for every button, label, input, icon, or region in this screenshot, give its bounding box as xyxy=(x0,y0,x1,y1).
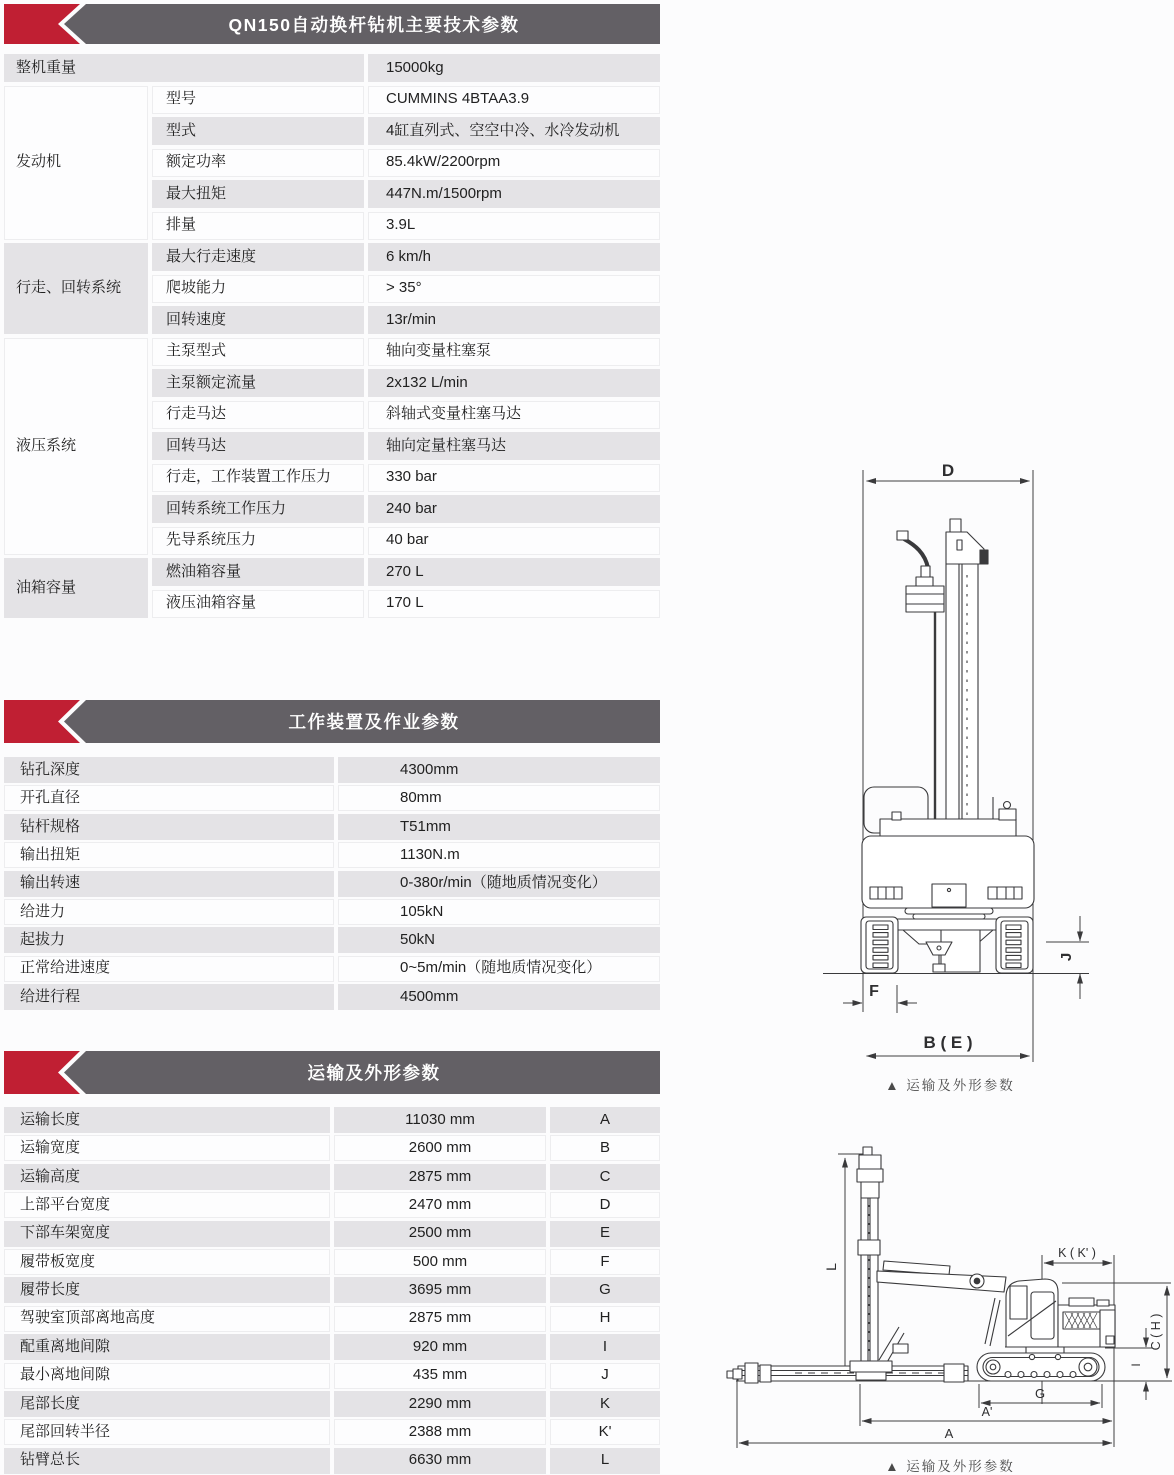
spec-param-label: 最大扭矩 xyxy=(152,180,364,208)
spec-param-label: 排量 xyxy=(152,212,364,240)
dim-label-A: A xyxy=(944,1426,954,1441)
spec-param-value: 2x132 L/min xyxy=(368,369,660,397)
spec-param-label: 行走马达 xyxy=(152,401,364,429)
transport-param-value: 2875 mm xyxy=(334,1164,546,1190)
page-title: QN150自动换杆钻机主要技术参数 xyxy=(228,14,520,35)
transport-dim-code: F xyxy=(550,1249,660,1275)
transport-dim-code: L xyxy=(550,1448,660,1474)
dim-label-L: L xyxy=(823,1263,839,1271)
spec-param-value: 3.9L xyxy=(368,212,660,240)
spec-param-label: 液压油箱容量 xyxy=(152,590,364,618)
spec-group-label: 行走、回转系统 xyxy=(4,243,148,334)
work-param-label: 钻孔深度 xyxy=(4,757,334,783)
side-figure-caption: ▲ 运输及外形参数 xyxy=(885,1459,1015,1474)
spec-param-value: 270 L xyxy=(368,558,660,586)
transport-dim-code: E xyxy=(550,1221,660,1247)
spec-param-value: 4缸直列式、空空中冷、水冷发动机 xyxy=(368,117,660,145)
work-param-label: 正常给进速度 xyxy=(4,956,334,982)
work-param-label: 开孔直径 xyxy=(4,785,334,811)
transport-dim-code: D xyxy=(550,1192,660,1218)
transport-param-label: 履带长度 xyxy=(4,1277,330,1303)
work-param-label: 起拔力 xyxy=(4,927,334,953)
figure-rear-view xyxy=(820,455,1090,1100)
work-header-bar xyxy=(4,700,660,743)
spec-param-label: 回转速度 xyxy=(152,306,364,334)
spec-group-label: 液压系统 xyxy=(4,338,148,555)
spec-param-value: 轴向定量柱塞马达 xyxy=(368,432,660,460)
work-param-label: 给进力 xyxy=(4,899,334,925)
transport-section-title: 运输及外形参数 xyxy=(307,1063,441,1083)
transport-param-value: 3695 mm xyxy=(334,1277,546,1303)
dim-label-I: I xyxy=(1129,1363,1143,1367)
spec-param-label: 型号 xyxy=(152,86,364,114)
dim-label-BE: B ( E ) xyxy=(923,1033,973,1052)
dim-label-G: G xyxy=(1034,1386,1046,1401)
transport-dim-code: G xyxy=(550,1277,660,1303)
work-param-value: 4500mm xyxy=(338,984,660,1010)
transport-param-value: 2875 mm xyxy=(334,1306,546,1332)
dim-label-J: J xyxy=(1058,952,1075,962)
work-param-value: 0~5m/min（随地质情况变化） xyxy=(338,956,660,982)
spec-param-label: 回转系统工作压力 xyxy=(152,495,364,523)
spec-param-label: 主泵额定流量 xyxy=(152,369,364,397)
work-table xyxy=(4,757,660,1010)
transport-param-label: 运输长度 xyxy=(4,1107,330,1133)
transport-param-value: 920 mm xyxy=(334,1334,546,1360)
transport-param-label: 尾部回转半径 xyxy=(4,1419,330,1445)
spec-param-value: 6 km/h xyxy=(368,243,660,271)
main-header-bar xyxy=(4,4,660,44)
spec-param-label: 燃油箱容量 xyxy=(152,558,364,586)
dim-label-A2: A' xyxy=(981,1405,993,1419)
transport-dim-code: B xyxy=(550,1135,660,1161)
spec-param-label: 主泵型式 xyxy=(152,338,364,366)
work-param-label: 钻杆规格 xyxy=(4,814,334,840)
spec-param-value: 斜轴式变量柱塞马达 xyxy=(368,401,660,429)
spec-param-value: 240 bar xyxy=(368,495,660,523)
spec-param-label: 回转马达 xyxy=(152,432,364,460)
transport-param-label: 履带板宽度 xyxy=(4,1249,330,1275)
transport-param-label: 驾驶室顶部离地高度 xyxy=(4,1306,330,1332)
spec-param-value: 40 bar xyxy=(368,527,660,555)
work-param-value: T51mm xyxy=(338,814,660,840)
transport-param-label: 上部平台宽度 xyxy=(4,1192,330,1218)
transport-param-value: 435 mm xyxy=(334,1363,546,1389)
spec-param-value: 170 L xyxy=(368,590,660,618)
spec-group-label: 油箱容量 xyxy=(4,558,148,618)
transport-param-label: 钻臂总长 xyxy=(4,1448,330,1474)
transport-dim-code: J xyxy=(550,1363,660,1389)
transport-param-label: 尾部长度 xyxy=(4,1391,330,1417)
work-param-value: 80mm xyxy=(338,785,660,811)
work-param-value: 0-380r/min（随地质情况变化） xyxy=(338,871,660,897)
transport-param-value: 2600 mm xyxy=(334,1135,546,1161)
transport-header-bar xyxy=(4,1051,660,1094)
spec-table xyxy=(4,54,660,618)
spec-param-label: 额定功率 xyxy=(152,149,364,177)
transport-param-label: 配重离地间隙 xyxy=(4,1334,330,1360)
transport-param-label: 最小离地间隙 xyxy=(4,1363,330,1389)
transport-param-value: 6630 mm xyxy=(334,1448,546,1474)
dim-label-CH: C ( H ) xyxy=(1149,1313,1163,1351)
spec-param-value: 15000kg xyxy=(368,54,660,82)
transport-param-value: 2388 mm xyxy=(334,1419,546,1445)
work-param-label: 给进行程 xyxy=(4,984,334,1010)
figure-side-view xyxy=(725,1140,1174,1475)
work-param-value: 1130N.m xyxy=(338,842,660,868)
transport-param-value: 2290 mm xyxy=(334,1391,546,1417)
work-section-title: 工作装置及作业参数 xyxy=(288,712,460,732)
transport-dim-code: C xyxy=(550,1164,660,1190)
spec-group-label: 发动机 xyxy=(4,86,148,240)
work-param-value: 4300mm xyxy=(338,757,660,783)
transport-dim-code: I xyxy=(550,1334,660,1360)
spec-param-value: 447N.m/1500rpm xyxy=(368,180,660,208)
spec-param-value: 轴向变量柱塞泵 xyxy=(368,338,660,366)
transport-param-value: 500 mm xyxy=(334,1249,546,1275)
transport-dim-code: K xyxy=(550,1391,660,1417)
work-param-value: 105kN xyxy=(338,899,660,925)
transport-param-label: 运输高度 xyxy=(4,1164,330,1190)
work-param-label: 输出扭矩 xyxy=(4,842,334,868)
transport-dim-code: A xyxy=(550,1107,660,1133)
transport-param-label: 运输宽度 xyxy=(4,1135,330,1161)
dim-label-K: K ( K' ) xyxy=(1058,1246,1096,1260)
transport-dim-code: H xyxy=(550,1306,660,1332)
spec-param-value: CUMMINS 4BTAA3.9 xyxy=(368,86,660,114)
transport-table xyxy=(4,1107,660,1474)
spec-merged-label: 整机重量 xyxy=(4,54,364,82)
transport-dim-code: K' xyxy=(550,1419,660,1445)
transport-param-value: 2500 mm xyxy=(334,1221,546,1247)
spec-param-value: 85.4kW/2200rpm xyxy=(368,149,660,177)
spec-param-value: 330 bar xyxy=(368,464,660,492)
spec-param-value: 13r/min xyxy=(368,306,660,334)
work-param-value: 50kN xyxy=(338,927,660,953)
transport-param-value: 11030 mm xyxy=(334,1107,546,1133)
dim-label-D: D xyxy=(941,461,955,480)
spec-param-label: 型式 xyxy=(152,117,364,145)
spec-param-label: 爬坡能力 xyxy=(152,275,364,303)
transport-param-value: 2470 mm xyxy=(334,1192,546,1218)
work-param-label: 输出转速 xyxy=(4,871,334,897)
spec-param-label: 最大行走速度 xyxy=(152,243,364,271)
spec-param-label: 行走，工作装置工作压力 xyxy=(152,464,364,492)
dim-label-F: F xyxy=(869,983,879,1000)
spec-param-label: 先导系统压力 xyxy=(152,527,364,555)
transport-param-label: 下部车架宽度 xyxy=(4,1221,330,1247)
rear-figure-caption: ▲ 运输及外形参数 xyxy=(885,1078,1015,1093)
spec-param-value: > 35° xyxy=(368,275,660,303)
